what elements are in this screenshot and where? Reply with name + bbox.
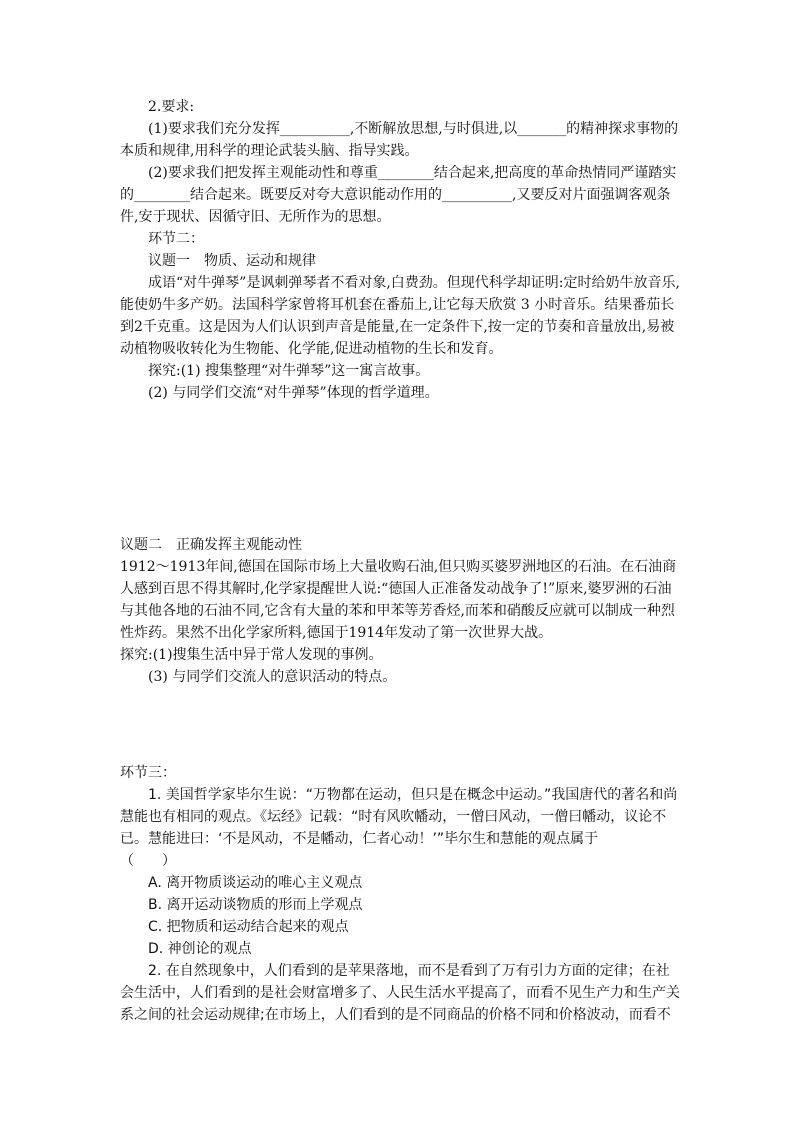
topic-2-explore-1: 探究:(1)搜集生活中异于常人发现的事例。 (120, 647, 383, 663)
question-1-option-a: A. 离开物质谈运动的唯心主义观点 (148, 875, 363, 891)
question-1-paren: （ ） (120, 853, 176, 869)
topic-2-title: 议题二 正确发挥主观能动性 (120, 537, 302, 553)
requirements-section (120, 96, 680, 228)
section-3 (120, 762, 680, 1026)
section-3-heading: 环节三： (120, 765, 176, 781)
question-1-option-c: C. 把物质和运动结合起来的观点 (148, 919, 349, 935)
topic-1-explore-1: 探究:(1) 搜集整理“对牛弹琴”这一寓言故事。 (148, 363, 430, 379)
question-2-stem: 2. 在自然现象中，人们看到的是苹果落地，而不是看到了万有引力方面的定律；在社会生活中，人们看到的是社会财富增多了、人民生活水平提高了，而看不见生产力和生产关系之间的社会运动规律;在市场上，人们看到的是不同商品的价格不同和价格波动，而看不 (120, 963, 680, 1023)
topic-2-explore-2: (3) 与同学们交流人的意识活动的特点。 (148, 669, 397, 685)
topic-2 (120, 534, 680, 688)
requirement-2: (2)要求我们把发挥主观能动性和尊重________结合起来,把高度的革命热情同严谨踏实的________结合起来。既要反对夸大意识能动作用的__________,又要反对片面强调客观条件,安于现状、因循守旧、无所作为的思想。 (120, 165, 677, 225)
topic-2-body: 1912～1913年间,德国在国际市场上大量收购石油,但只购买婆罗洲地区的石油。在石油商人感到百思不得其解时,化学家提醒世人说:“德国人正准备发动战争了!”原来,婆罗洲的石油与其他各地的石油不同,它含有大量的苯和甲苯等芳香烃,而苯和硝酸反应就可以制成一种烈性炸药。果然不出化学家所料,德国于1914年发动了第一次世界大战。 (120, 559, 677, 641)
question-1-stem: 1. 美国哲学家毕尔生说：“万物都在运动，但只是在概念中运动。”我国唐代的著名和尚慧能也有相同的观点。《坛经》记载：“时有风吹幡动，一僧曰风动，一僧曰幡动，议论不已。慧能进曰：‘不是风动，不是幡动，仁者心动！’”毕尔生和慧能的观点属于 (120, 787, 678, 847)
topic-1-explore-2: (2) 与同学们交流“对牛弹琴”体现的哲学道理。 (148, 385, 439, 401)
requirement-1: (1)要求我们充分发挥__________,不断解放思想,与时俱进,以_______的精神探求事物的本质和规律,用科学的理论武装头脑、指导实践。 (120, 121, 679, 159)
section-2-heading: 环节二： (148, 231, 204, 247)
question-1-option-b: B. 离开运动谈物质的形而上学观点 (148, 897, 363, 913)
question-1-option-d: D. 神创论的观点 (148, 941, 252, 957)
topic-1-title: 议题一 物质、运动和规律 (148, 253, 316, 269)
topic-1-body: 成语“对牛弹琴”是讽刺弹琴者不看对象,白费劲。但现代科学却证明:定时给奶牛放音乐,能使奶牛多产奶。法国科学家曾将耳机套在番茄上,让它每天欣赏 3 小时音乐。结果番茄长到2千克重。这是因为人们认识到声音是能量,在一定条件下,按一定的节奏和音量放出,易被动植物吸收转化为生物能、化学能,促进动植物的生长和发育。 (120, 275, 680, 357)
section-2 (120, 228, 680, 404)
requirements-heading: 2.要求: (148, 99, 195, 115)
